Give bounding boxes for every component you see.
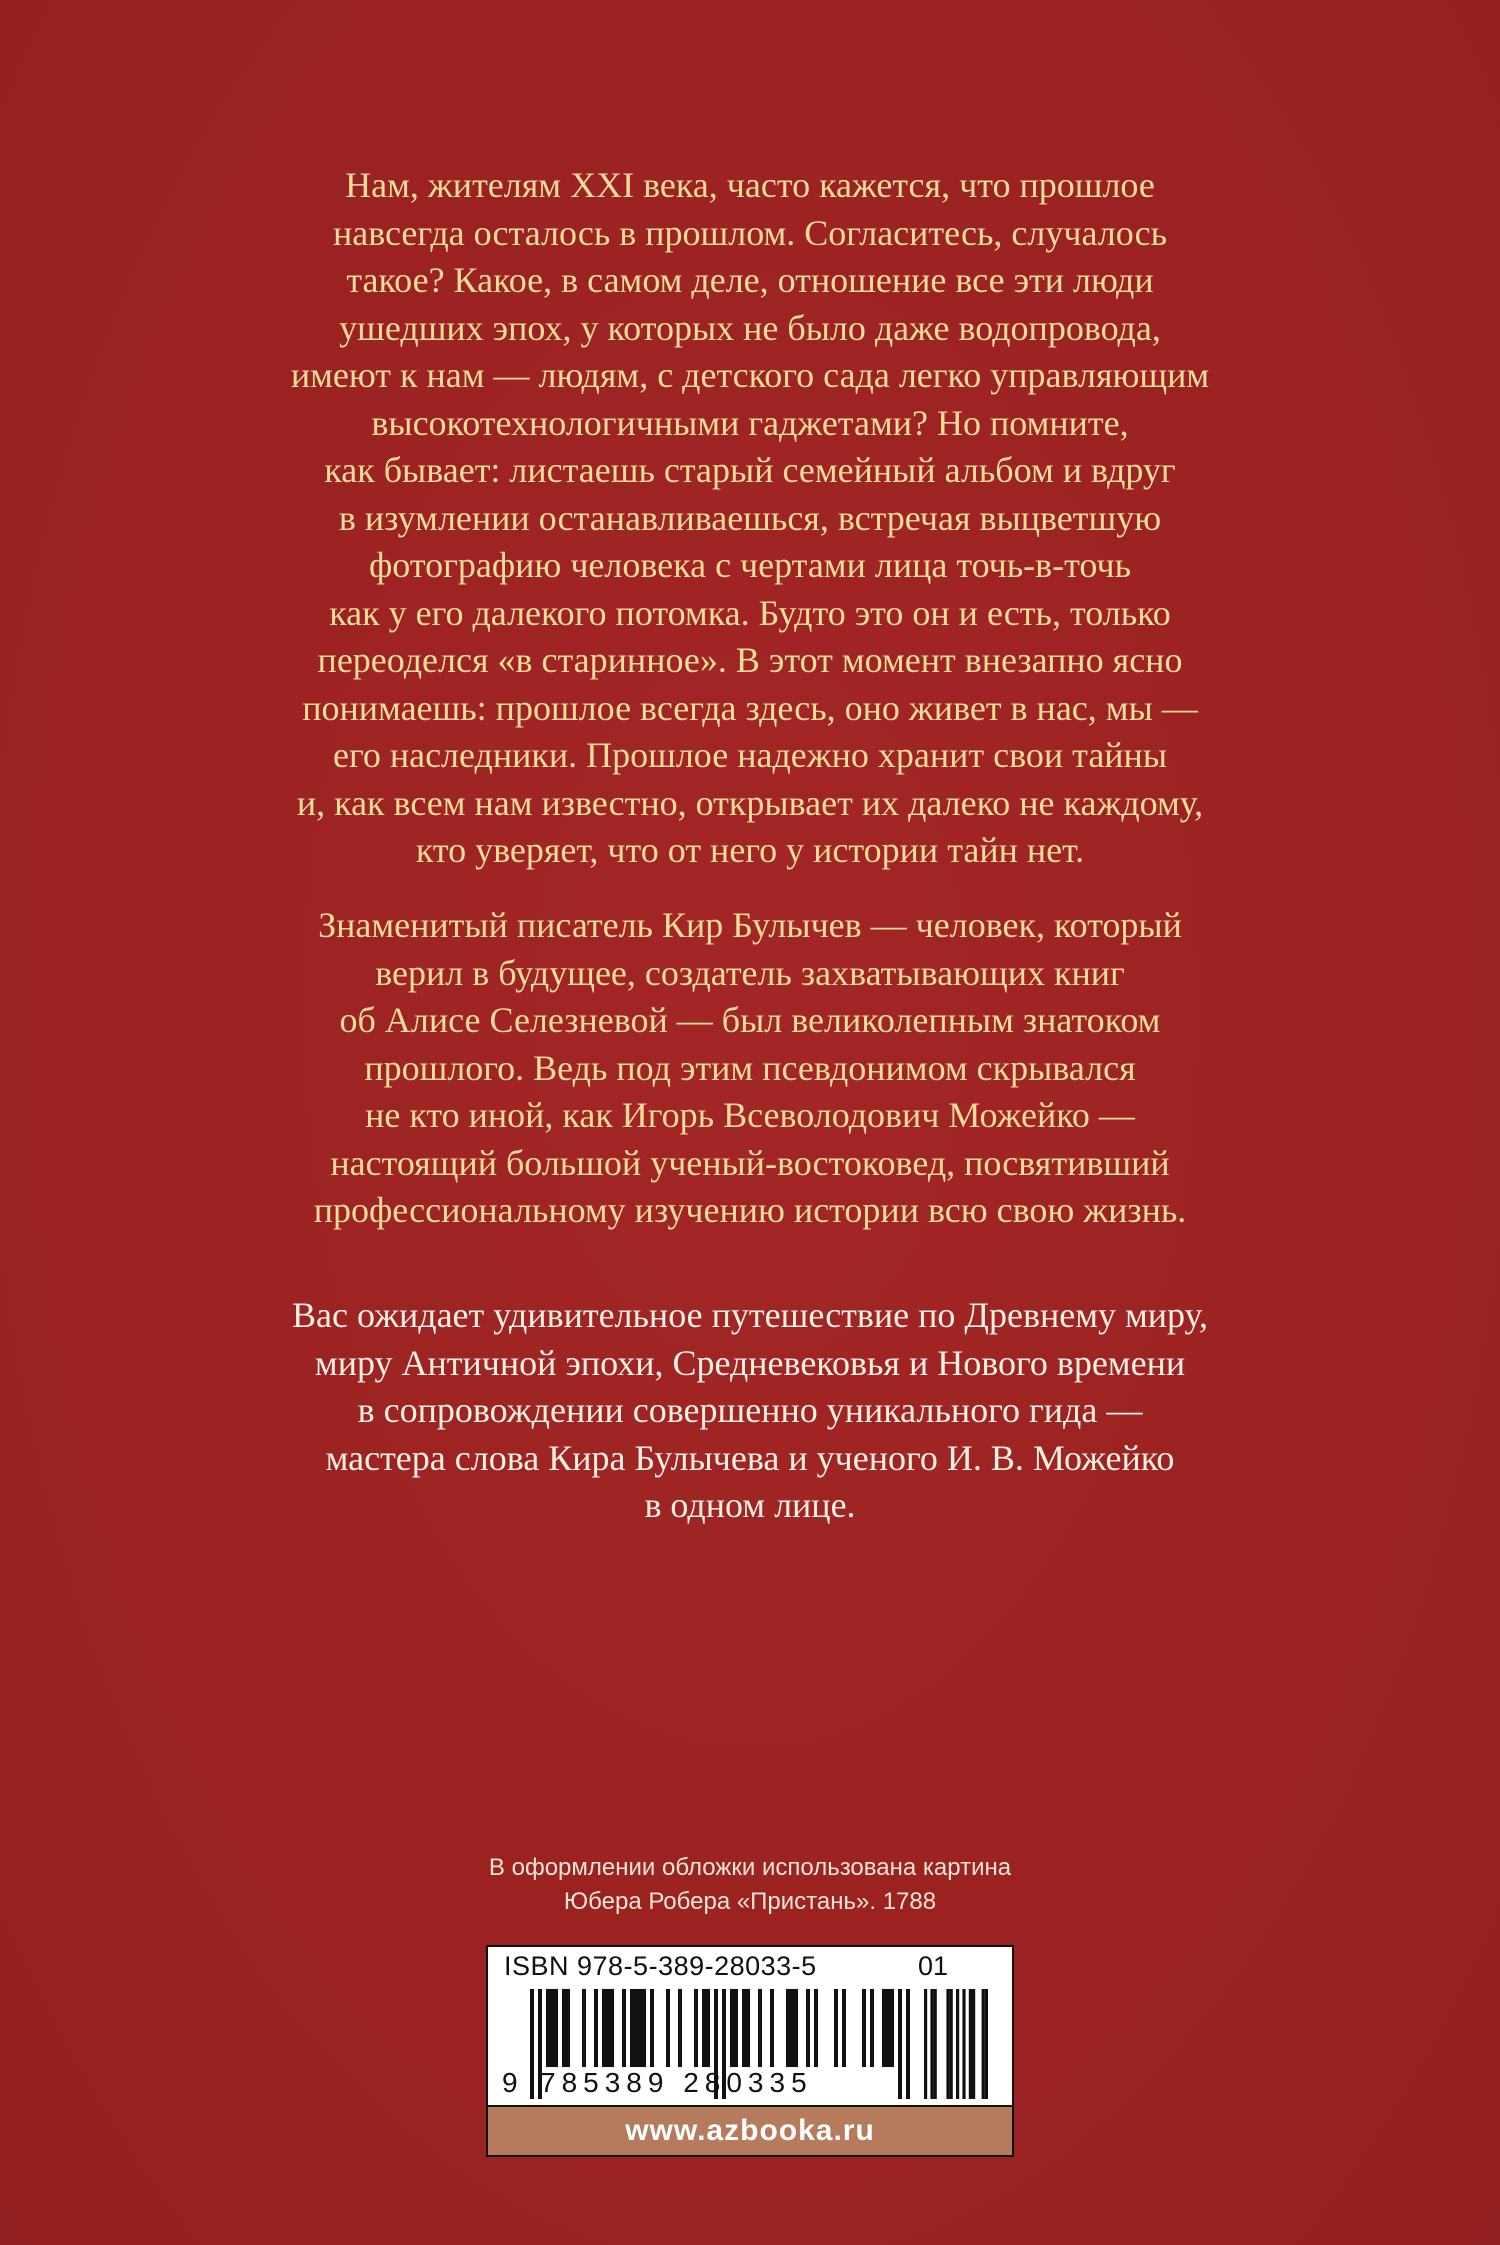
barcode-bar	[582, 1989, 586, 2067]
barcode-bar	[622, 1989, 626, 2067]
barcode-addon-bar	[934, 1989, 937, 2099]
barcode-bar	[638, 1989, 642, 2067]
barcode-bar	[790, 1989, 794, 2067]
blurb-paragraph-intro: Нам, жителям XXI века, часто кажется, что прошлое навсегда осталось в прошлом. Согласитесь, случалось такое? Какое, в самом деле, отношение все эти люди ушедших эпох, у которых не было даже водопровода, имеют к нам — людям, с детского сада легко управляющим высокотехнологичными гаджетами? Но помните, как бывает: листаешь старый семейный альбом и вдруг в изумлении останавливаешься, встречая выцветшую фотографию человека с чертами лица точь-в-точь как у его далекого потомка. Будто это он и есть, только переоделся «в старинное». В этот момент внезапно ясно понимаешь: прошлое всегда здесь, оно живет в нас, мы — его наследники. Прошлое надежно хранит свои тайны и, как всем нам известно, открывает их далеко не каждому, кто уверяет, что от него у истории тайн нет.	[290, 165, 1210, 870]
barcode-guard-bar	[530, 1989, 534, 2099]
barcode-bar	[606, 1989, 610, 2067]
barcode-bar	[566, 1989, 570, 2067]
barcode-bar	[630, 1989, 634, 2067]
barcode-bar	[734, 1989, 738, 2067]
barcode-bar	[602, 1989, 606, 2067]
barcode-bar	[562, 1989, 566, 2067]
barcode-bar	[890, 1989, 894, 2067]
barcode-bar	[702, 1989, 706, 2067]
barcode-bar	[642, 1989, 646, 2067]
barcode-bar	[786, 1989, 790, 2067]
isbn-label: ISBN 978-5-389-28033-5	[504, 1951, 817, 1981]
barcode-addon-bar	[962, 1989, 965, 2099]
barcode-bar	[554, 1989, 558, 2067]
barcode-bar	[842, 1989, 846, 2067]
barcode-bar	[706, 1989, 710, 2067]
blurb-paragraph-journey: Вас ожидает удивительное путешествие по Древнему миру, миру Античной эпохи, Средневековья и Нового времени в сопровождении совершенно уникального гида — мастера слова Кира Булычева и ученого И. В. Можейко в одном лице.	[292, 1295, 1208, 1525]
barcode-bar	[610, 1989, 614, 2067]
isbn-addon-code: 01	[918, 1951, 949, 1981]
ean-first-digit: 9	[502, 2067, 518, 2098]
barcode-addon-bar	[982, 1989, 985, 2099]
barcode-bar	[862, 1989, 866, 2067]
barcode-addon-bar	[956, 1989, 959, 2099]
barcode-bar	[746, 1989, 750, 2067]
barcode-bar	[594, 1989, 598, 2067]
barcode-bar	[742, 1989, 746, 2067]
publisher-url: www.azbooka.ru	[486, 2107, 1014, 2157]
barcode-bar	[694, 1989, 698, 2067]
barcode-bar	[634, 1989, 638, 2067]
barcode-bar	[770, 1989, 774, 2067]
barcode-bar	[886, 1989, 890, 2067]
barcode-addon-bar	[946, 1989, 949, 2099]
barcode-guard-bar	[898, 1989, 902, 2099]
barcode-addon-bar	[972, 1989, 975, 2099]
barcode-bar	[666, 1989, 670, 2067]
barcode-bar	[882, 1989, 886, 2067]
barcode-bar	[758, 1989, 762, 2067]
barcode-bar	[806, 1989, 810, 2067]
barcode-bar	[814, 1989, 818, 2067]
barcode-bar	[546, 1989, 550, 2067]
barcode-addon-bar	[950, 1989, 953, 2099]
barcode-bar	[794, 1989, 798, 2067]
barcode-bar	[834, 1989, 838, 2067]
barcode-bar	[730, 1989, 734, 2067]
blurb-paragraph-author: Знаменитый писатель Кир Булычев — человек, который верил в будущее, создатель захватывающих книг об Алисе Селезневой — был великолепным знатоком прошлого. Ведь под этим псевдонимом скрывался не кто иной, как Игорь Всеволодович Можейко — настоящий большой ученый-востоковед, посвятивший профессиональному изучению истории всю свою жизнь.	[313, 905, 1187, 1230]
barcode-addon-bar	[985, 1989, 988, 2099]
barcode-guard-bar	[906, 1989, 910, 2099]
barcode-addon-bar	[969, 1989, 972, 2099]
barcode-bar	[650, 1989, 654, 2067]
isbn-barcode	[486, 1945, 1014, 2107]
barcode-bar	[678, 1989, 682, 2067]
ean-digits: 785389 280335	[540, 2067, 813, 2098]
barcode-bar	[870, 1989, 874, 2067]
cover-art-credit: В оформлении обложки использована картина Юбера Робера «Пристань». 1788	[488, 1854, 1012, 1915]
barcode-addon-bar	[924, 1989, 927, 2099]
barcode-bar	[550, 1989, 554, 2067]
barcode-addon-bar	[930, 1989, 933, 2099]
